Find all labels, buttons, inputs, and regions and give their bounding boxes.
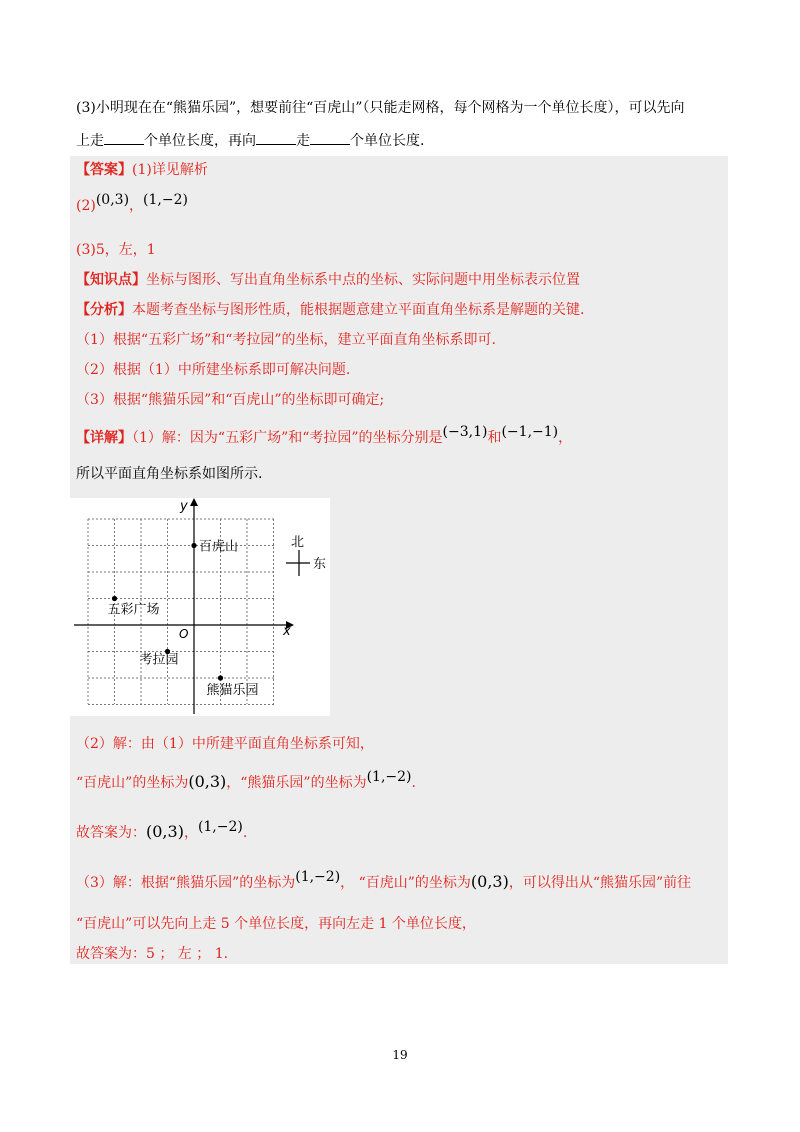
detail-coord-b: (−1,−1) — [501, 424, 559, 440]
analysis-line — [76, 300, 584, 320]
part3-text-c: ，可以得出从“熊猫乐园”前往 — [508, 875, 692, 891]
q-text-c: 走 — [296, 133, 310, 149]
part2-text-b: ，“熊猫乐园”的坐标为 — [226, 775, 367, 791]
x-axis-label: x — [283, 624, 291, 639]
detail-text-a: （1）解：因为“五彩广场”和“考拉园”的坐标分别是 — [132, 430, 443, 446]
q-text-b: 个单位长度，再向 — [144, 133, 256, 149]
y-axis-arrow — [190, 498, 198, 506]
detail-coord-a: (−3,1) — [442, 424, 488, 440]
detail-tag: 【详解】 — [76, 430, 132, 446]
detail-line-2: 所以平面直角坐标系如图所示. — [76, 466, 263, 482]
blank-3 — [310, 130, 350, 145]
answer-part3: (3)5，左，1 — [76, 242, 156, 258]
y-axis — [179, 498, 198, 714]
part3-coord-1: (1,−2) — [295, 869, 341, 885]
part3-line-3: 故答案为：5 ； 左 ； 1. — [76, 946, 229, 962]
part2-text-a: “百虎山”的坐标为 — [76, 775, 189, 791]
points-layer — [108, 539, 259, 699]
blank-1 — [104, 130, 144, 145]
question-line-1: (3)小明现在在“熊猫乐园”，想要前往“百虎山”（只能走网格，每个网格为一个单位长度），可以先向 — [76, 100, 685, 116]
answer-part1: (1)详见解析 — [132, 162, 208, 178]
q-text-d: 个单位长度. — [350, 133, 425, 149]
answer-line-1 — [76, 160, 208, 180]
detail-line-1 — [76, 424, 573, 448]
part3-coord-2: (0,3) — [470, 872, 509, 891]
point-marker — [112, 596, 117, 601]
point-marker — [191, 543, 196, 548]
y-axis-label: y — [180, 499, 188, 514]
origin-label: O — [179, 627, 189, 641]
coordinate-figure — [70, 498, 330, 716]
point-marker — [218, 675, 223, 680]
compass-east-label: 东 — [313, 557, 327, 572]
part2-answer-coord-1: (0,3) — [146, 822, 184, 841]
blank-2 — [256, 130, 296, 145]
q-text-a: 上走 — [76, 133, 104, 149]
question-line-2 — [76, 130, 424, 151]
answer-sep: ， — [129, 198, 144, 214]
part2-answer-sep: ， — [183, 825, 198, 841]
point-label: 熊猫乐园 — [206, 683, 259, 698]
point-label: 百虎山 — [199, 539, 239, 555]
answer-part2-label: (2) — [76, 198, 96, 214]
point-label: 五彩广场 — [107, 602, 160, 618]
part3-text-a: （3）解：根据“熊猫乐园”的坐标为 — [76, 875, 296, 891]
part2-line-2 — [76, 769, 416, 793]
coordinate-grid-svg — [70, 498, 330, 716]
analysis-step-3: （3）根据“熊猫乐园”和“百虎山”的坐标即可确定; — [76, 392, 385, 408]
knowledge-tag: 【知识点】 — [76, 272, 146, 288]
part2-answer-label: 故答案为： — [76, 825, 146, 841]
answer-coord-1: (0,3) — [95, 192, 130, 208]
analysis-step-2: （2）根据（1）中所建坐标系即可解决问题. — [76, 362, 351, 378]
analysis-tag: 【分析】 — [76, 302, 132, 318]
part2-line-3 — [76, 819, 248, 843]
knowledge-line — [76, 270, 580, 290]
answer-tag: 【答案】 — [76, 162, 132, 178]
part2-text-c: . — [411, 775, 416, 791]
part2-coord-1: (0,3) — [188, 772, 227, 791]
point-label: 考拉园 — [139, 652, 179, 668]
compass — [286, 535, 326, 576]
answer-coord-2: (1,−2) — [143, 192, 188, 208]
part2-line-1: （2）解：由（1）中所建平面直角坐标系可知， — [76, 736, 374, 752]
page-number: 19 — [392, 1048, 408, 1062]
analysis-step-1: （1）根据“五彩广场”和“考拉园”的坐标，建立平面直角坐标系即可. — [76, 332, 496, 348]
analysis-text: 本题考查坐标与图形性质，能根据题意建立平面直角坐标系是解题的关键. — [132, 302, 585, 318]
part3-line-2: “百虎山”可以先向上走 5 个单位长度，再向左走 1 个单位长度， — [76, 916, 476, 932]
part3-line-1 — [76, 869, 692, 893]
part2-answer-end: . — [242, 825, 248, 841]
detail-text-c: ， — [558, 430, 573, 446]
part2-coord-2: (1,−2) — [366, 769, 412, 785]
knowledge-text: 坐标与图形、写出直角坐标系中点的坐标、实际问题中用坐标表示位置 — [146, 272, 580, 288]
compass-north-label: 北 — [291, 535, 305, 550]
answer-line-2 — [76, 192, 188, 216]
part3-text-b: ， “百虎山”的坐标为 — [340, 875, 471, 891]
detail-text-b: 和 — [487, 430, 502, 446]
part2-answer-coord-2: (1,−2) — [197, 819, 243, 835]
